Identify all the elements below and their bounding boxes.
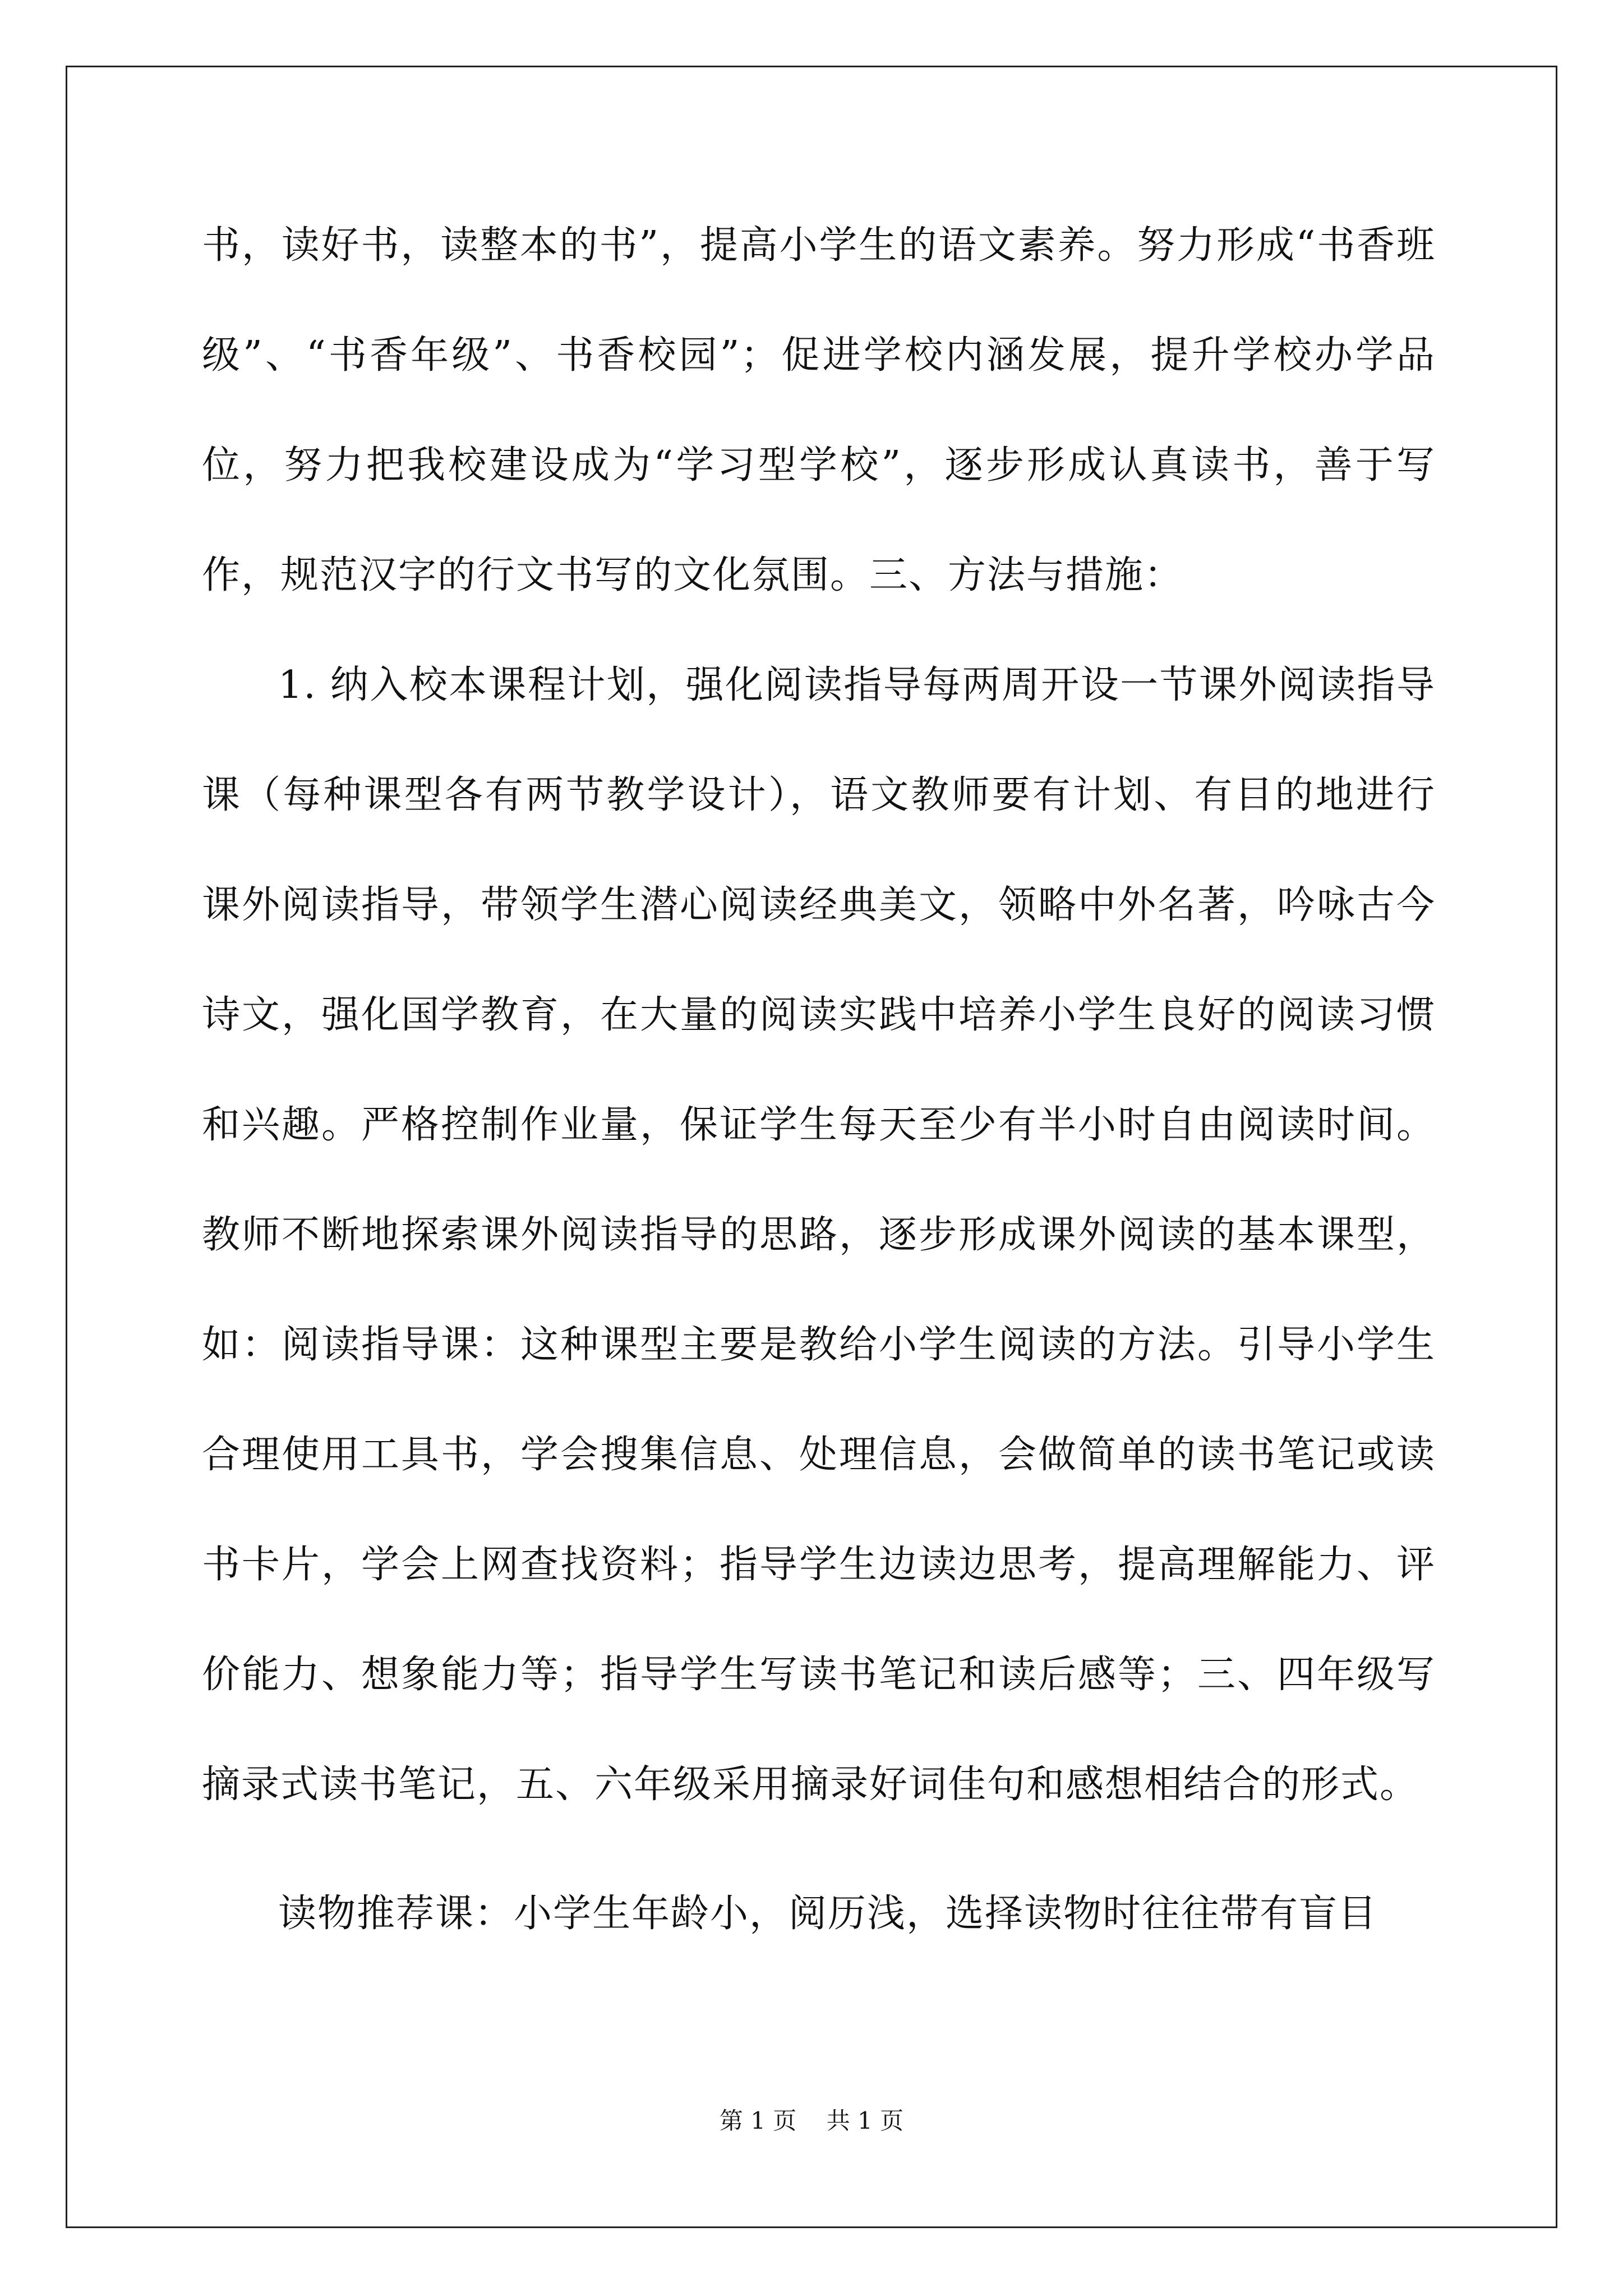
document-body <box>202 191 1436 1969</box>
paragraph-2: 1. 纳入校本课程计划，强化阅读指导每两周开设一节课外阅读指导课（每种课型各有两节教学设计），语文教师要有计划、有目的地进行课外阅读指导，带领学生潜心阅读经典美文，领略中外名著，吟咏古今诗文，强化国学教育，在大量的阅读实践中培养小学生良好的阅读习惯和兴趣。严格控制作业量，保证学生每天至少有半小时自由阅读时间。教师不断地探索课外阅读指导的思路，逐步形成课外阅读的基本课型，如：阅读指导课：这种课型主要是教给小学生阅读的方法。引导小学生合理使用工具书，学会搜集信息、处理信息，会做简单的读书笔记或读书卡片，学会上网查找资料；指导学生边读边思考，提高理解能力、评价能力、想象能力等；指导学生写读书笔记和读后感等；三、四年级写摘录式读书笔记，五、六年级采用摘录好词佳句和感想相结合的形式。 <box>202 663 1436 1807</box>
paragraph-1: 书，读好书，读整本的书”，提高小学生的语文素养。努力形成“书香班级”、“书香年级”、书香校园”；促进学校内涵发展，提升学校办学品位，努力把我校建设成为“学习型学校”，逐步形成认真读书，善于写作，规范汉字的行文书写的文化氛围。三、方法与措施： <box>202 223 1436 597</box>
paragraph-3: 读物推荐课：小学生年龄小，阅历浅，选择读物时往往带有盲目 <box>278 1892 1378 1936</box>
page-number: 第 1 页 共 1 页 <box>719 2107 904 2134</box>
page-footer <box>0 2102 1623 2136</box>
